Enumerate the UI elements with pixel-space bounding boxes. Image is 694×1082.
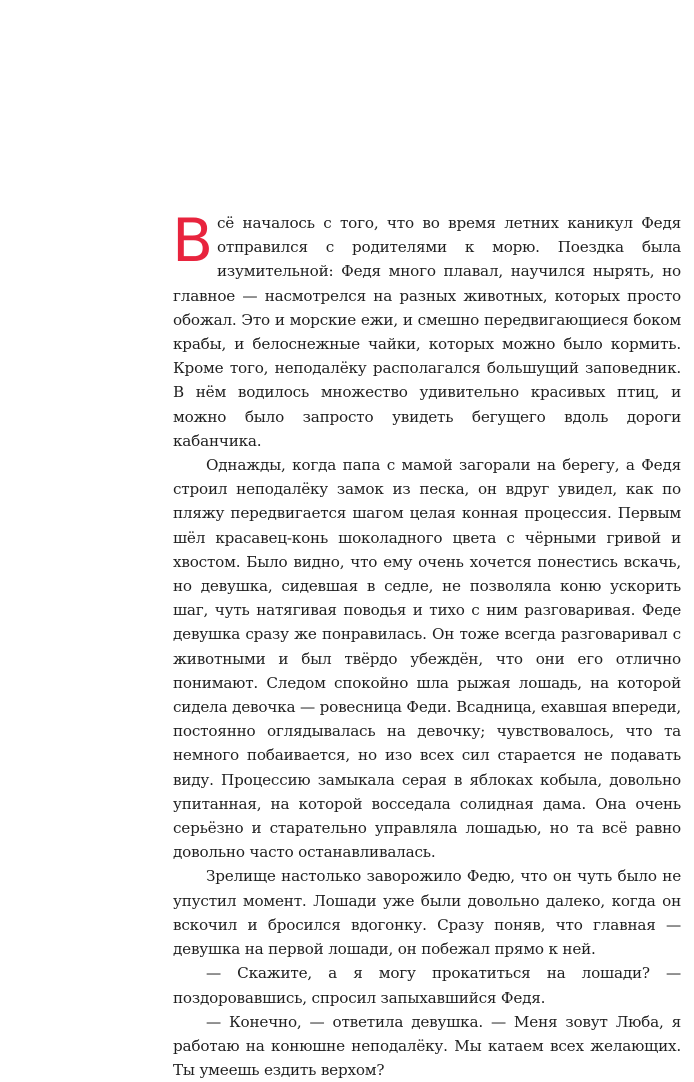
- paragraph-chase: Зрелище настолько заворожило Федю, что он чуть было не упустил момент. Лошади уже были довольно далеко, когда он вскочил и бросился вдогонку. Сразу поняв, что главная — девушка на первой лошади, он побежал прямо к ней.: [173, 867, 681, 959]
- intro-text: сё началось с того, что во время летних каникул Федя отправился с родителями к морю. Поездка была изумительной: Федя много плавал, научился нырять, но главное — насмотрелся на разных животных, которых просто обожал. Это и морские ежи, и смешно передвигающиеся боком крабы, и белоснежные чайки, которых можно было кормить. Кроме того, неподалёку располагался большущий заповедник. В нём водилось множество удивительно красивых птиц, и можно было запросто увидеть бегущего вдоль дороги кабанчика.: [173, 214, 681, 450]
- paragraph-intro: [172, 206, 681, 453]
- paragraph-procession: Однажды, когда папа с мамой загорали на берегу, а Федя строил неподалёку замок из песка, он вдруг увидел, как по пляжу передвигается шагом целая конная процессия. Первым шёл красавец-конь шоколадного цвета с чёрными гривой и хвостом. Было видно, что ему очень хочется понестись вскачь, но девушка, сидевшая в седле, не позволяла коню ускорить шаг, чуть натягивая поводья и тихо с ним разговаривая. Феде девушка сразу же понравилась. Он тоже всегда разговаривал с животными и был твёрдо убеждён, что они его отлично понимают. Следом спокойно шла рыжая лошадь, на которой сидела девочка — ровесница Феди. Всадница, ехавшая впереди, постоянно оглядывалась на девочку; чувствовалось, что та немного побаивается, но изо всех сил старается не подавать виду. Процессию замыкала серая в яблоках кобыла, довольно упитанная, на которой восседала солидная дама. Она очень серьёзно и старательно управляла лошадью, но та всё равно довольно часто останавливалась.: [173, 456, 681, 862]
- paragraph-lyuba-answer: — Конечно, — ответила девушка. — Меня зовут Люба, я работаю на конюшне неподалёку. Мы катаем всех желающих. Ты умеешь ездить верхом?: [173, 1012, 681, 1080]
- drop-cap-letter: В: [172, 206, 213, 276]
- paragraph-fedya-question: — Скажите, а я могу прокатиться на лошади? — поздоровавшись, спросил запыхавшийся Федя.: [173, 964, 681, 1007]
- book-page-text: [172, 206, 681, 1082]
